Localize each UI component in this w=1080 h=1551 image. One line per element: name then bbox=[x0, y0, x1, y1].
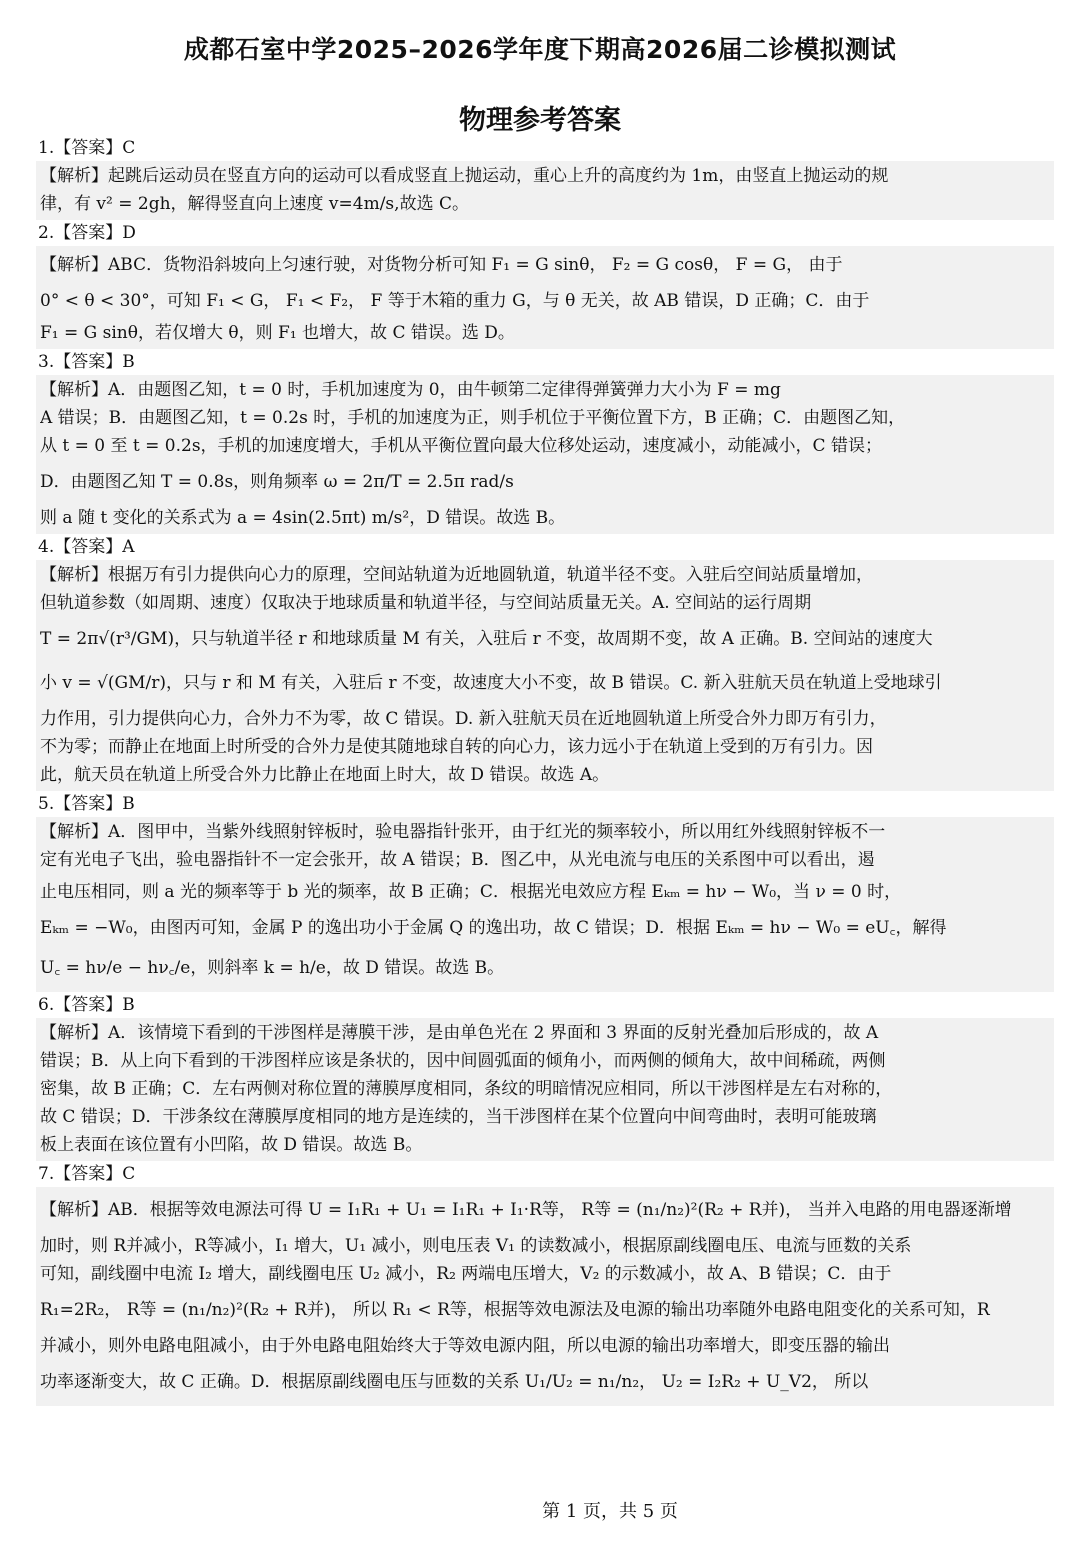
explanation-line: 可知，副线圈中电流 I₂ 增大，副线圈电压 U₂ 减小，R₂ 两端电压增大，V₂ 的示数减小，故 A、B 错误；C．由于 bbox=[40, 1264, 892, 1284]
explanation-line: 力作用，引力提供向心力，合外力不为零，故 C 错误。D. 新入驻航天员在近地圆轨道上所受合外力即万有引力， bbox=[40, 709, 887, 729]
document-subtitle: 物理参考答案 bbox=[459, 105, 621, 136]
explanation-line: R₁=2R₂， R等 = (n₁/n₂)²(R₂ + R并)， 所以 R₁ < R等，根据等效电源法及电源的输出功率随外电路电阻变化的关系可知，R bbox=[40, 1300, 990, 1320]
explanation-line: 不为零；而静止在地面上时所受的合外力是使其随地球自转的向心力，该力远小于在轨道上受到的万有引力。因 bbox=[40, 737, 873, 757]
page-number: 第 1 页，共 5 页 bbox=[542, 1501, 678, 1522]
explanation-line: 功率逐渐变大，故 C 正确。D．根据原副线圈电压与匝数的关系 U₁/U₂ = n₁/n₂， U₂ = I₂R₂ + U_V2， 所以 bbox=[40, 1372, 869, 1392]
explanation-line: U꜀ = hν/e − hν꜀/e，则斜率 k = h/e，故 D 错误。故选 B。 bbox=[40, 958, 505, 978]
explanation-line: T = 2π√(r³/GM)，只与轨道半径 r 和地球质量 M 有关，入驻后 r 不变，故周期不变，故 A 正确。B. 空间站的速度大 bbox=[40, 629, 933, 649]
explanation-line: 0° < θ < 30°，可知 F₁ < G， F₁ < F₂， F 等于木箱的重力 G，与 θ 无关，故 AB 错误，D 正确；C．由于 bbox=[40, 291, 870, 311]
explanation-line: 小 v = √(GM/r)，只与 r 和 M 有关，入驻后 r 不变，故速度大小不变，故 B 错误。C. 新入驻航天员在轨道上受地球引 bbox=[40, 673, 942, 693]
explanation-line: D．由题图乙知 T = 0.8s，则角频率 ω = 2π/T = 2.5π rad/s bbox=[40, 472, 514, 492]
explanation-line: 错误；B．从上向下看到的干涉图样应该是条状的，因中间圆弧面的倾角小，而两侧的倾角大，故中间稀疏，两侧 bbox=[40, 1051, 886, 1071]
explanation-line: 则 a 随 t 变化的关系式为 a = 4sin(2.5πt) m/s²，D 错误。故选 B。 bbox=[40, 508, 566, 528]
explanation-line: 【解析】ABC．货物沿斜坡向上匀速行驶，对货物分析可知 F₁ = G sinθ， F₂ = G cosθ， F = G， 由于 bbox=[40, 255, 843, 275]
answer-item-4 bbox=[36, 534, 1054, 791]
explanation-block bbox=[36, 560, 1054, 791]
explanation-line: F₁ = G sinθ，若仅增大 θ，则 F₁ 也增大，故 C 错误。选 D。 bbox=[40, 323, 515, 343]
explanation-block bbox=[36, 161, 1054, 220]
answer-item-7 bbox=[36, 1161, 1054, 1406]
explanation-line: 板上表面在该位置有小凹陷，故 D 错误。故选 B。 bbox=[40, 1135, 423, 1155]
answer-item-5 bbox=[36, 791, 1054, 992]
explanation-line: 律，有 v² = 2gh，解得竖直向上速度 v=4m/s,故选 C。 bbox=[40, 194, 469, 214]
explanation-line: 加时，则 R并减小，R等减小，I₁ 增大，U₁ 减小，则电压表 V₁ 的读数减小，根据原副线圈电压、电流与匝数的关系 bbox=[40, 1236, 912, 1256]
explanation-line: 定有光电子飞出，验电器指针不一定会张开，故 A 错误；B．图乙中，从光电流与电压的关系图中可以看出，遏 bbox=[40, 850, 875, 870]
explanation-line: 并减小，则外电路电阻减小，由于外电路电阻始终大于等效电源内阻，所以电源的输出功率增大，即变压器的输出 bbox=[40, 1336, 890, 1356]
answer-label: 1.【答案】C bbox=[38, 138, 136, 158]
explanation-line: 【解析】AB．根据等效电源法可得 U = I₁R₁ + U₁ = I₁R₁ + I₁·R等， R等 = (n₁/n₂)²(R₂ + R并)， 当并入电路的用电器逐渐增 bbox=[40, 1200, 1012, 1220]
explanation-line: A 错误；B．由题图乙知，t = 0.2s 时，手机的加速度为正，则手机位于平衡位置下方，B 正确；C．由题图乙知， bbox=[40, 408, 906, 428]
answer-item-1 bbox=[36, 135, 1054, 220]
explanation-block bbox=[36, 1018, 1054, 1161]
explanation-line: 【解析】根据万有引力提供向心力的原理，空间站轨道为近地圆轨道，轨道半径不变。入驻后空间站质量增加， bbox=[40, 565, 873, 585]
explanation-line: 【解析】A．该情境下看到的干涉图样是薄膜干涉，是由单色光在 2 界面和 3 界面的反射光叠加后形成的，故 A bbox=[40, 1023, 879, 1043]
answer-label: 4.【答案】A bbox=[38, 537, 135, 557]
explanation-line: 但轨道参数（如周期、速度）仅取决于地球质量和轨道半径，与空间站质量无关。A. 空间站的运行周期 bbox=[40, 593, 812, 613]
explanation-line: 止电压相同，则 a 光的频率等于 b 光的频率，故 B 正确；C．根据光电效应方程 Eₖₘ = hν − W₀，当 ν = 0 时， bbox=[40, 882, 902, 902]
answer-label: 6.【答案】B bbox=[38, 995, 135, 1015]
explanation-line: 此，航天员在轨道上所受合外力比静止在地面上时大，故 D 错误。故选 A。 bbox=[40, 765, 610, 785]
explanation-block bbox=[36, 817, 1054, 992]
explanation-block bbox=[36, 1187, 1054, 1406]
explanation-line: 从 t = 0 至 t = 0.2s，手机的加速度增大，手机从平衡位置向最大位移处运动，速度减小，动能减小，C 错误； bbox=[40, 436, 882, 456]
explanation-line: 故 C 错误；D．干涉条纹在薄膜厚度相同的地方是连续的，当干涉图样在某个位置向中间弯曲时，表明可能玻璃 bbox=[40, 1107, 877, 1127]
answer-label: 3.【答案】B bbox=[38, 352, 135, 372]
explanation-line: Eₖₘ = −W₀，由图丙可知，金属 P 的逸出功小于金属 Q 的逸出功，故 C 错误；D．根据 Eₖₘ = hν − W₀ = eU꜀，解得 bbox=[40, 918, 947, 938]
explanation-line: 【解析】A．图甲中，当紫外线照射锌板时，验电器指针张开，由于红光的频率较小，所以用红外线照射锌板不一 bbox=[40, 822, 886, 842]
explanation-line: 【解析】起跳后运动员在竖直方向的运动可以看成竖直上抛运动，重心上升的高度约为 1m，由竖直上抛运动的规 bbox=[40, 166, 889, 186]
answer-label: 2.【答案】D bbox=[38, 223, 136, 243]
answer-item-2 bbox=[36, 220, 1054, 349]
document-title: 成都石室中学2025–2026学年度下期高2026届二诊模拟测试 bbox=[183, 35, 897, 64]
answer-label: 5.【答案】B bbox=[38, 794, 135, 814]
answer-list bbox=[36, 135, 1054, 1406]
explanation-block bbox=[36, 246, 1054, 349]
explanation-line: 【解析】A．由题图乙知，t = 0 时，手机加速度为 0，由牛顿第二定律得弹簧弹力大小为 F = mg bbox=[40, 380, 781, 400]
answer-label: 7.【答案】C bbox=[38, 1164, 136, 1184]
answer-item-3 bbox=[36, 349, 1054, 534]
answer-item-6 bbox=[36, 992, 1054, 1161]
explanation-line: 密集，故 B 正确；C．左右两侧对称位置的薄膜厚度相同，条纹的明暗情况应相同，所以干涉图样是左右对称的， bbox=[40, 1079, 893, 1099]
explanation-block bbox=[36, 375, 1054, 534]
